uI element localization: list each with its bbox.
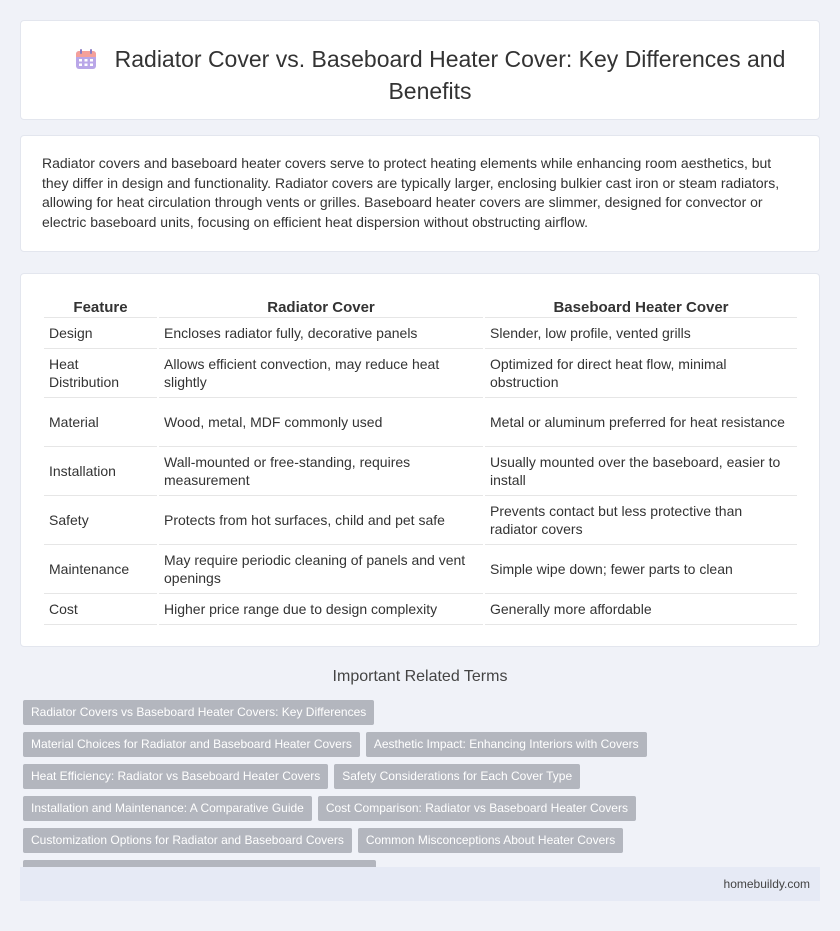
radiator-cell: Encloses radiator fully, decorative panels (159, 318, 483, 349)
intro-card (20, 135, 820, 252)
page-title: Radiator Cover vs. Baseboard Heater Cover: Key Differences and Benefits (114, 46, 786, 104)
feature-cell: Design (44, 318, 157, 349)
baseboard-cell: Optimized for direct heat flow, minimal obstruction (485, 349, 797, 398)
radiator-cell: Allows efficient convection, may reduce heat slightly (159, 349, 483, 398)
feature-cell: Heat Distribution (44, 349, 157, 398)
baseboard-cell: Slender, low profile, vented grills (485, 318, 797, 349)
radiator-cell: Protects from hot surfaces, child and pet safe (159, 496, 483, 545)
page-title-wrap (61, 45, 799, 106)
comparison-table-card (20, 273, 820, 647)
related-term-tag[interactable]: Aesthetic Impact: Enhancing Interiors with Covers (366, 732, 647, 757)
footer (20, 867, 820, 901)
header-baseboard-cover: Baseboard Heater Cover (485, 294, 797, 318)
table-header-row (44, 294, 797, 318)
related-term-tag[interactable]: Material Choices for Radiator and Baseboard Heater Covers (23, 732, 360, 757)
feature-cell: Cost (44, 594, 157, 625)
footer-site-link[interactable]: homebuildy.com (723, 877, 810, 891)
table-row (44, 398, 797, 447)
related-term-tag[interactable]: Customization Options for Radiator and Baseboard Covers (23, 828, 352, 853)
intro-paragraph: Radiator covers and baseboard heater covers serve to protect heating elements while enhancing room aesthetics, but they differ in design and functionality. Radiator covers are typically larger, enclosing bulkier cast iron or steam radiators, allowing for heat circulation through vents or grilles. Baseboard heater covers are slimmer, designed for convector or electric baseboard units, focusing on efficient heat dispersion without obstructing airflow. (42, 155, 780, 230)
related-terms-heading: Important Related Terms (332, 668, 508, 685)
related-terms-list (23, 700, 713, 885)
table-row (44, 349, 797, 398)
table-row (44, 318, 797, 349)
baseboard-cell: Prevents contact but less protective than radiator covers (485, 496, 797, 545)
table-row (44, 447, 797, 496)
feature-cell: Material (44, 398, 157, 447)
radiator-cell: May require periodic cleaning of panels and vent openings (159, 545, 483, 594)
comparison-table (42, 294, 799, 625)
table-row (44, 496, 797, 545)
related-term-tag[interactable]: Heat Efficiency: Radiator vs Baseboard Heater Covers (23, 764, 328, 789)
table-row (44, 594, 797, 625)
feature-cell: Maintenance (44, 545, 157, 594)
feature-cell: Installation (44, 447, 157, 496)
table-row (44, 545, 797, 594)
related-term-tag[interactable]: Installation and Maintenance: A Comparative Guide (23, 796, 312, 821)
related-term-tag[interactable]: Safety Considerations for Each Cover Type (334, 764, 580, 789)
related-term-tag[interactable]: Cost Comparison: Radiator vs Baseboard Heater Covers (318, 796, 636, 821)
header-radiator-cover: Radiator Cover (159, 294, 483, 318)
calendar-icon (75, 48, 97, 77)
radiator-cell: Wall-mounted or free-standing, requires measurement (159, 447, 483, 496)
header-feature: Feature (44, 294, 157, 318)
feature-cell: Safety (44, 496, 157, 545)
radiator-cell: Higher price range due to design complexity (159, 594, 483, 625)
baseboard-cell: Generally more affordable (485, 594, 797, 625)
related-term-tag[interactable]: Common Misconceptions About Heater Covers (358, 828, 623, 853)
title-card (20, 20, 820, 120)
related-term-tag[interactable]: Radiator Covers vs Baseboard Heater Covers: Key Differences (23, 700, 374, 725)
baseboard-cell: Usually mounted over the baseboard, easier to install (485, 447, 797, 496)
baseboard-cell: Metal or aluminum preferred for heat resistance (485, 398, 797, 447)
baseboard-cell: Simple wipe down; fewer parts to clean (485, 545, 797, 594)
radiator-cell: Wood, metal, MDF commonly used (159, 398, 483, 447)
